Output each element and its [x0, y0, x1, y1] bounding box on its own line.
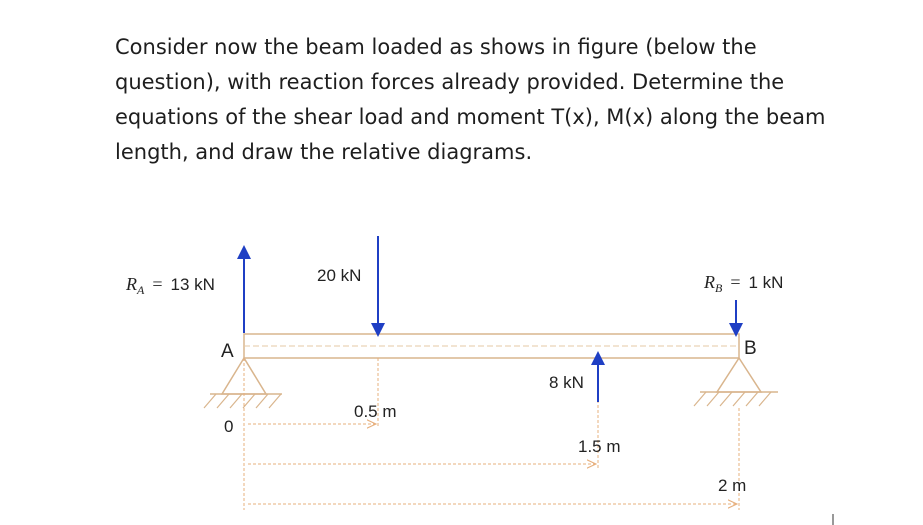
support-a [204, 358, 282, 408]
support-b [694, 358, 778, 406]
origin-label: 0 [224, 417, 234, 436]
point-a-label: A [221, 341, 234, 362]
reaction-b-label: $R_B = 1$ kN [704, 272, 784, 295]
reaction-a-label: $R_A = 13$ kN [126, 274, 215, 297]
dim-15-label: 1.5 m [578, 437, 621, 456]
question-text: Consider now the beam loaded as shows in figure (below the question), with reaction forces already provided. Determine the equations of the shear load and moment T(x), M(x) along the beam length, and draw the relative diagrams. [115, 35, 826, 164]
point-b-label: B [744, 338, 757, 359]
load-20-label: 20 kN [317, 266, 362, 285]
dim-2-label: 2 m [718, 476, 747, 495]
dim-05-label: 0.5 m [354, 402, 397, 421]
load-8-label: 8 kN [549, 373, 584, 392]
